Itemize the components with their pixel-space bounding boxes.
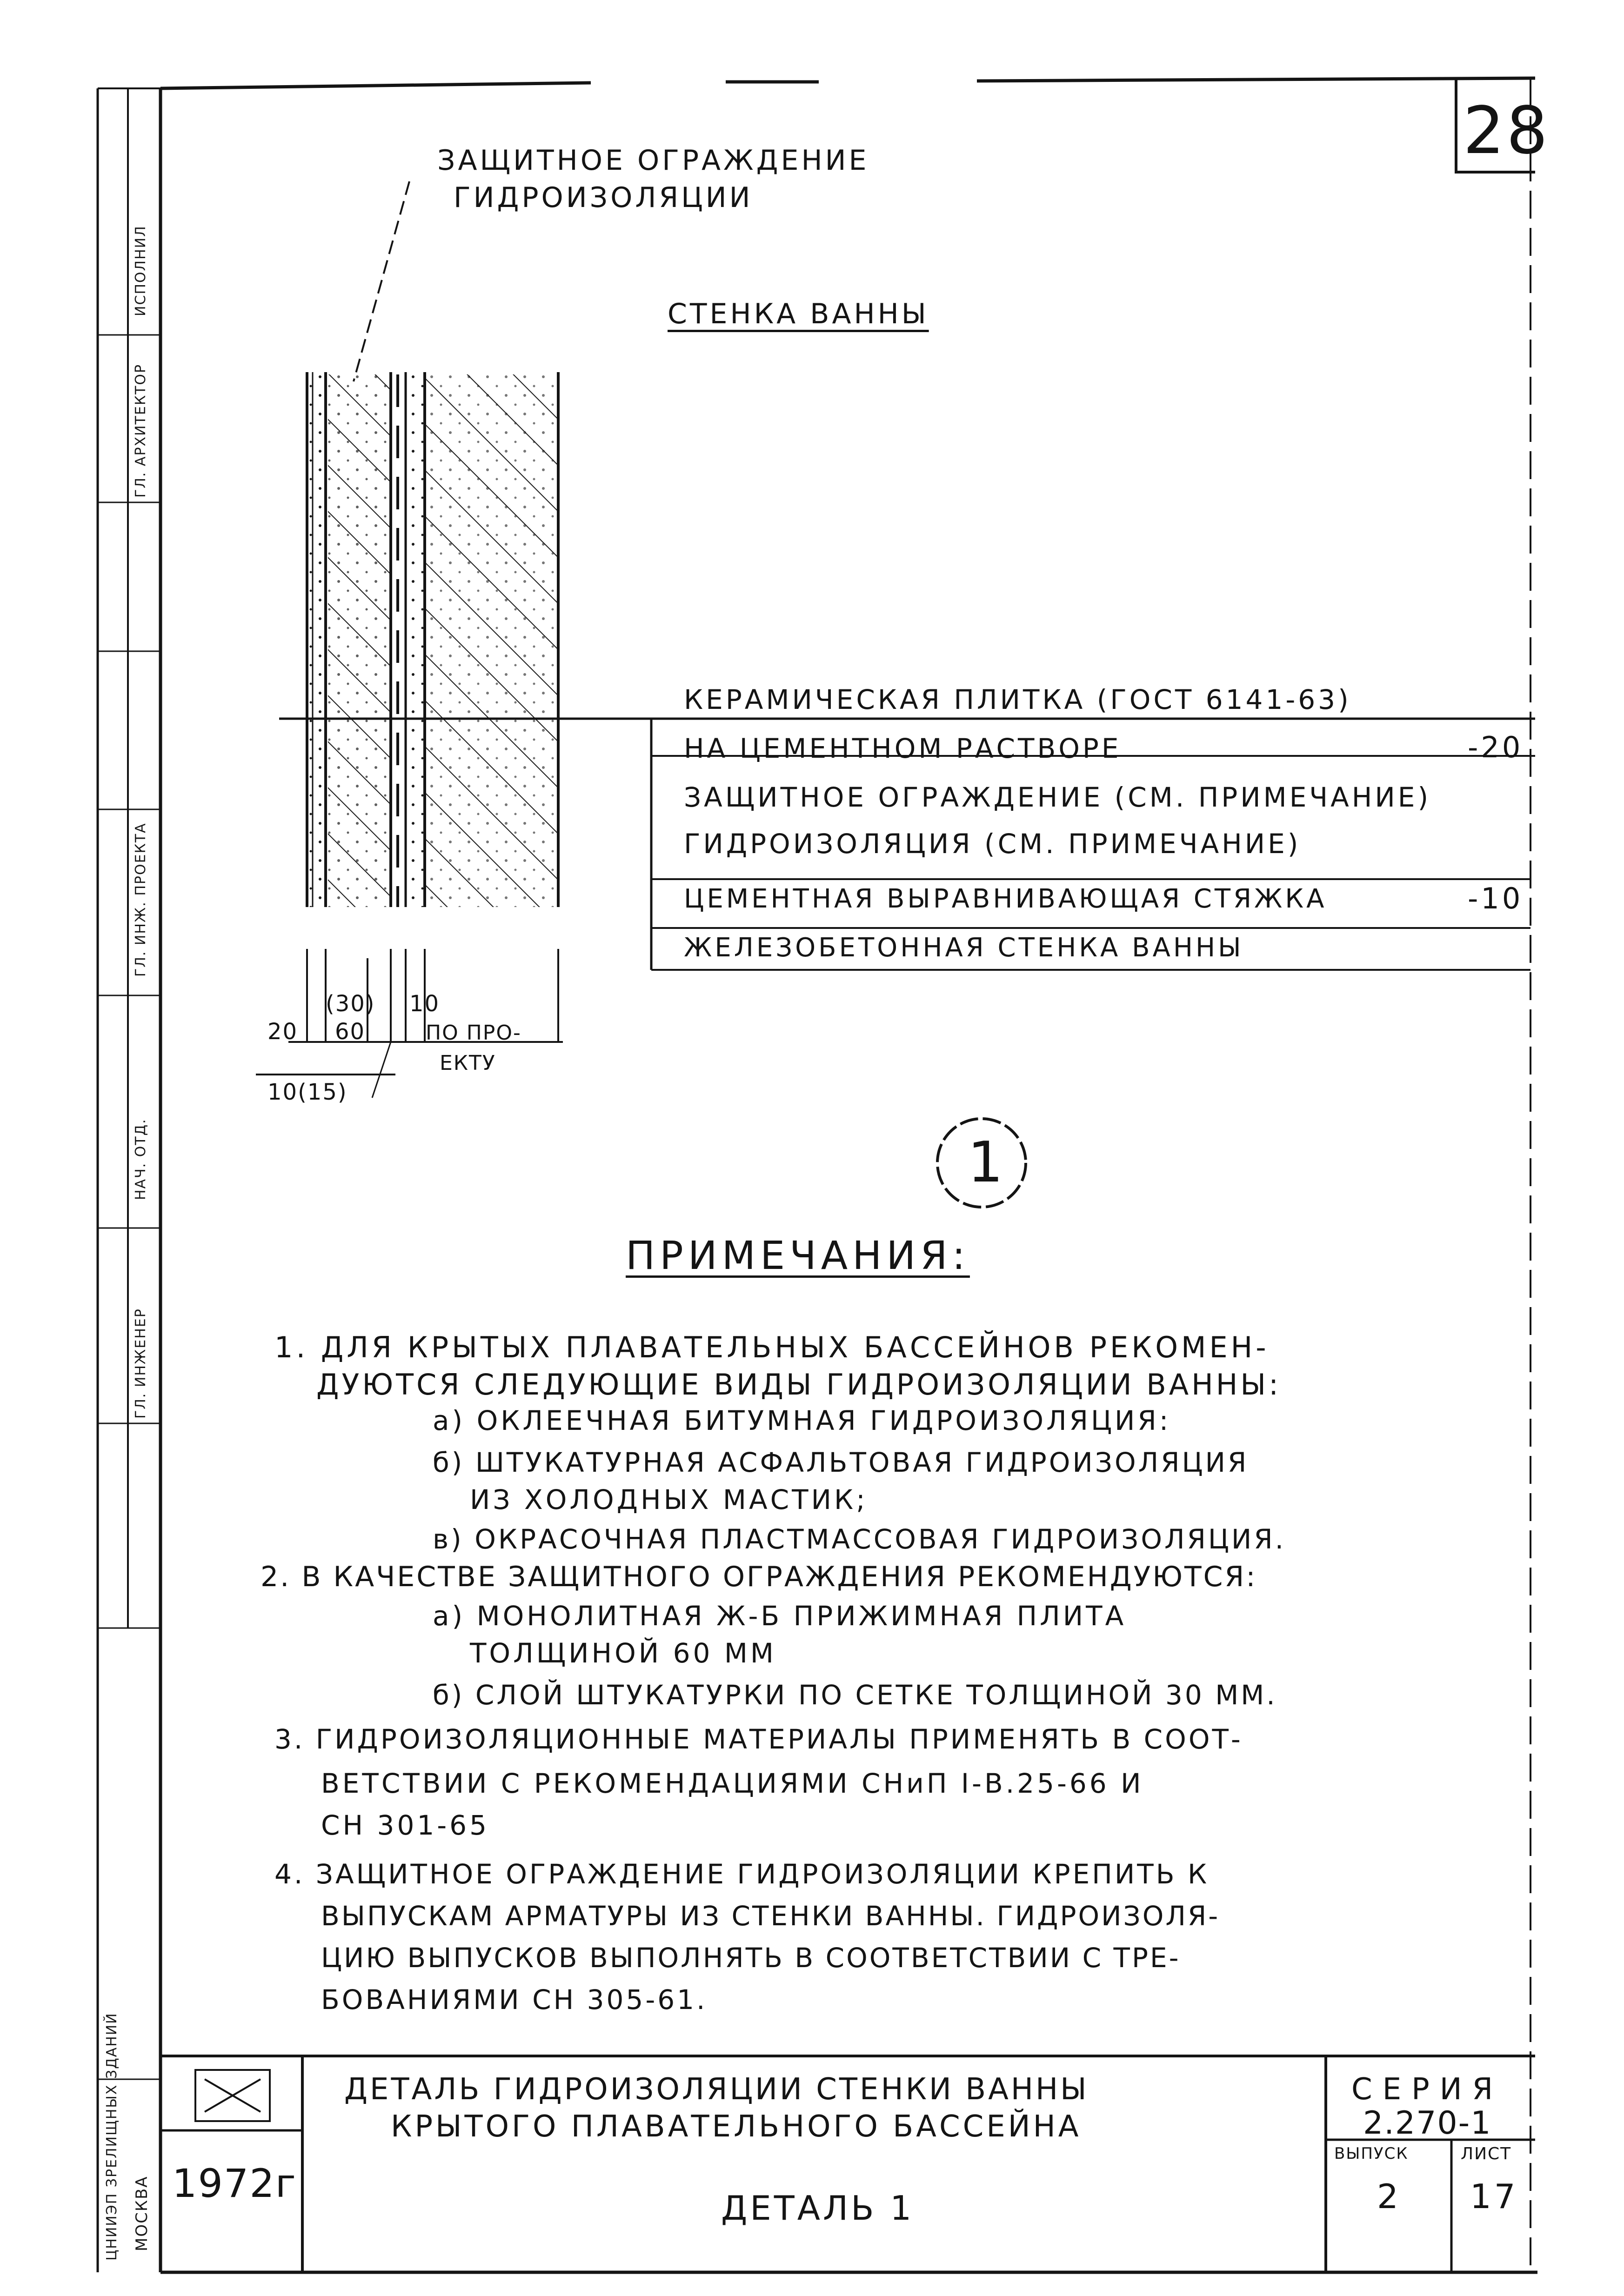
note-line: ВЫПУСКАМ АРМАТУРЫ ИЗ СТЕНКИ ВАННЫ. ГИДРОИЗОЛЯ- (321, 1900, 1220, 1932)
year: 1972г (172, 2161, 297, 2206)
dim-10: 10 (409, 991, 440, 1017)
label-wall: СТЕНКА ВАННЫ (668, 298, 929, 330)
layer-label-screed: ЦЕМЕНТНАЯ ВЫРАВНИВАЮЩАЯ СТЯЖКА (684, 884, 1327, 914)
note-line: ДУЮТСЯ СЛЕДУЮЩИЕ ВИДЫ ГИДРОИЗОЛЯЦИИ ВАННЫ: (316, 1368, 1282, 1402)
dim-project: ПО ПРО- (426, 1021, 521, 1045)
layer-thickness-screed: -10 (1468, 881, 1524, 915)
stamp-role: ГЛ. ИНЖЕНЕР (133, 1308, 149, 1419)
layer-label-mortar: НА ЦЕМЕНТНОМ РАСТВОРЕ (684, 733, 1122, 764)
note-line: в) ОКРАСОЧНАЯ ПЛАСТМАССОВАЯ ГИДРОИЗОЛЯЦИЯ. (433, 1523, 1286, 1555)
note-line: а) ОКЛЕЕЧНАЯ БИТУМНАЯ ГИДРОИЗОЛЯЦИЯ: (433, 1405, 1171, 1436)
dim-10-15: 10(15) (267, 1079, 348, 1105)
series-label: СЕРИЯ (1351, 2072, 1504, 2107)
note-line: б) ШТУКАТУРНАЯ АСФАЛЬТОВАЯ ГИДРОИЗОЛЯЦИЯ (433, 1447, 1249, 1478)
note-line: ИЗ ХОЛОДНЫХ МАСТИК; (470, 1484, 868, 1515)
note-line: б) СЛОЙ ШТУКАТУРКИ ПО СЕТКЕ ТОЛЩИНОЙ 30 ММ. (433, 1679, 1277, 1711)
dim-20: 20 (267, 1019, 298, 1045)
stamp-role: ГЛ. АРХИТЕКТОР (133, 363, 149, 498)
detail-marker: 1 (968, 1130, 1006, 1195)
notes-title: ПРИМЕЧАНИЯ: (626, 1233, 970, 1278)
layer-label-protective: ЗАЩИТНОЕ ОГРАЖДЕНИЕ (СМ. ПРИМЕЧАНИЕ) (684, 781, 1431, 813)
stamp-role: ГЛ. ИНЖ. ПРОЕКТА (133, 822, 149, 977)
stamp-city: МОСКВА (133, 2176, 151, 2251)
sheet-value: 17 (1470, 2177, 1518, 2216)
issue-value: 2 (1377, 2177, 1401, 2216)
title-line-1: ДЕТАЛЬ ГИДРОИЗОЛЯЦИИ СТЕНКИ ВАННЫ (344, 2072, 1089, 2107)
dim-60: 60 (335, 1019, 366, 1045)
label-protective-line2: ГИДРОИЗОЛЯЦИИ (454, 181, 753, 214)
stamp-role: ИСПОЛНИЛ (133, 225, 149, 316)
stamp-role: НАЧ. ОТД. (133, 1118, 149, 1200)
note-line: 2. В КАЧЕСТВЕ ЗАЩИТНОГО ОГРАЖДЕНИЯ РЕКОМЕНДУЮТСЯ: (261, 1561, 1257, 1593)
note-line: БОВАНИЯМИ СН 305-61. (321, 1984, 708, 2016)
series-value: 2.270-1 (1363, 2105, 1492, 2142)
note-line: а) МОНОЛИТНАЯ Ж-Б ПРИЖИМНАЯ ПЛИТА (433, 1600, 1127, 1632)
issue-label: ВЫПУСК (1334, 2144, 1409, 2163)
note-line: ВЕТСТВИИ С РЕКОМЕНДАЦИЯМИ СНиП I-В.25-66 И (321, 1768, 1144, 1799)
note-line: 3. ГИДРОИЗОЛЯЦИОННЫЕ МАТЕРИАЛЫ ПРИМЕНЯТЬ В СООТ- (274, 1723, 1243, 1755)
stamp-org: ЦНИИЭП ЗРЕЛИЩНЫХ ЗДАНИЙ (104, 2012, 120, 2261)
label-protective-line1: ЗАЩИТНОЕ ОГРАЖДЕНИЕ (437, 144, 869, 177)
note-line: 4. ЗАЩИТНОЕ ОГРАЖДЕНИЕ ГИДРОИЗОЛЯЦИИ КРЕПИТЬ К (274, 1858, 1210, 1890)
detail-name: ДЕТАЛЬ 1 (721, 2189, 915, 2228)
layer-label-concrete: ЖЕЛЕЗОБЕТОННАЯ СТЕНКА ВАННЫ (684, 933, 1244, 963)
dim-30: (30) (326, 991, 375, 1017)
sheet-number: 28 (1463, 93, 1550, 169)
sheet-label: ЛИСТ (1461, 2144, 1512, 2163)
layer-label-waterproofing: ГИДРОИЗОЛЯЦИЯ (СМ. ПРИМЕЧАНИЕ) (684, 828, 1301, 860)
note-line: СН 301-65 (321, 1809, 489, 1841)
title-line-2: КРЫТОГО ПЛАВАТЕЛЬНОГО БАССЕЙНА (391, 2109, 1082, 2144)
note-line: ТОЛЩИНОЙ 60 ММ (470, 1637, 776, 1669)
layer-label-tile: КЕРАМИЧЕСКАЯ ПЛИТКА (ГОСТ 6141-63) (684, 684, 1351, 715)
note-line: 1. ДЛЯ КРЫТЫХ ПЛАВАТЕЛЬНЫХ БАССЕЙНОВ РЕКОМЕН- (274, 1330, 1270, 1364)
note-line: ЦИЮ ВЫПУСКОВ ВЫПОЛНЯТЬ В СООТВЕТСТВИИ С ТРЕ- (321, 1942, 1181, 1974)
dim-project-cont: ЕКТУ (440, 1051, 496, 1075)
layer-thickness-tile: -20 (1468, 730, 1524, 764)
